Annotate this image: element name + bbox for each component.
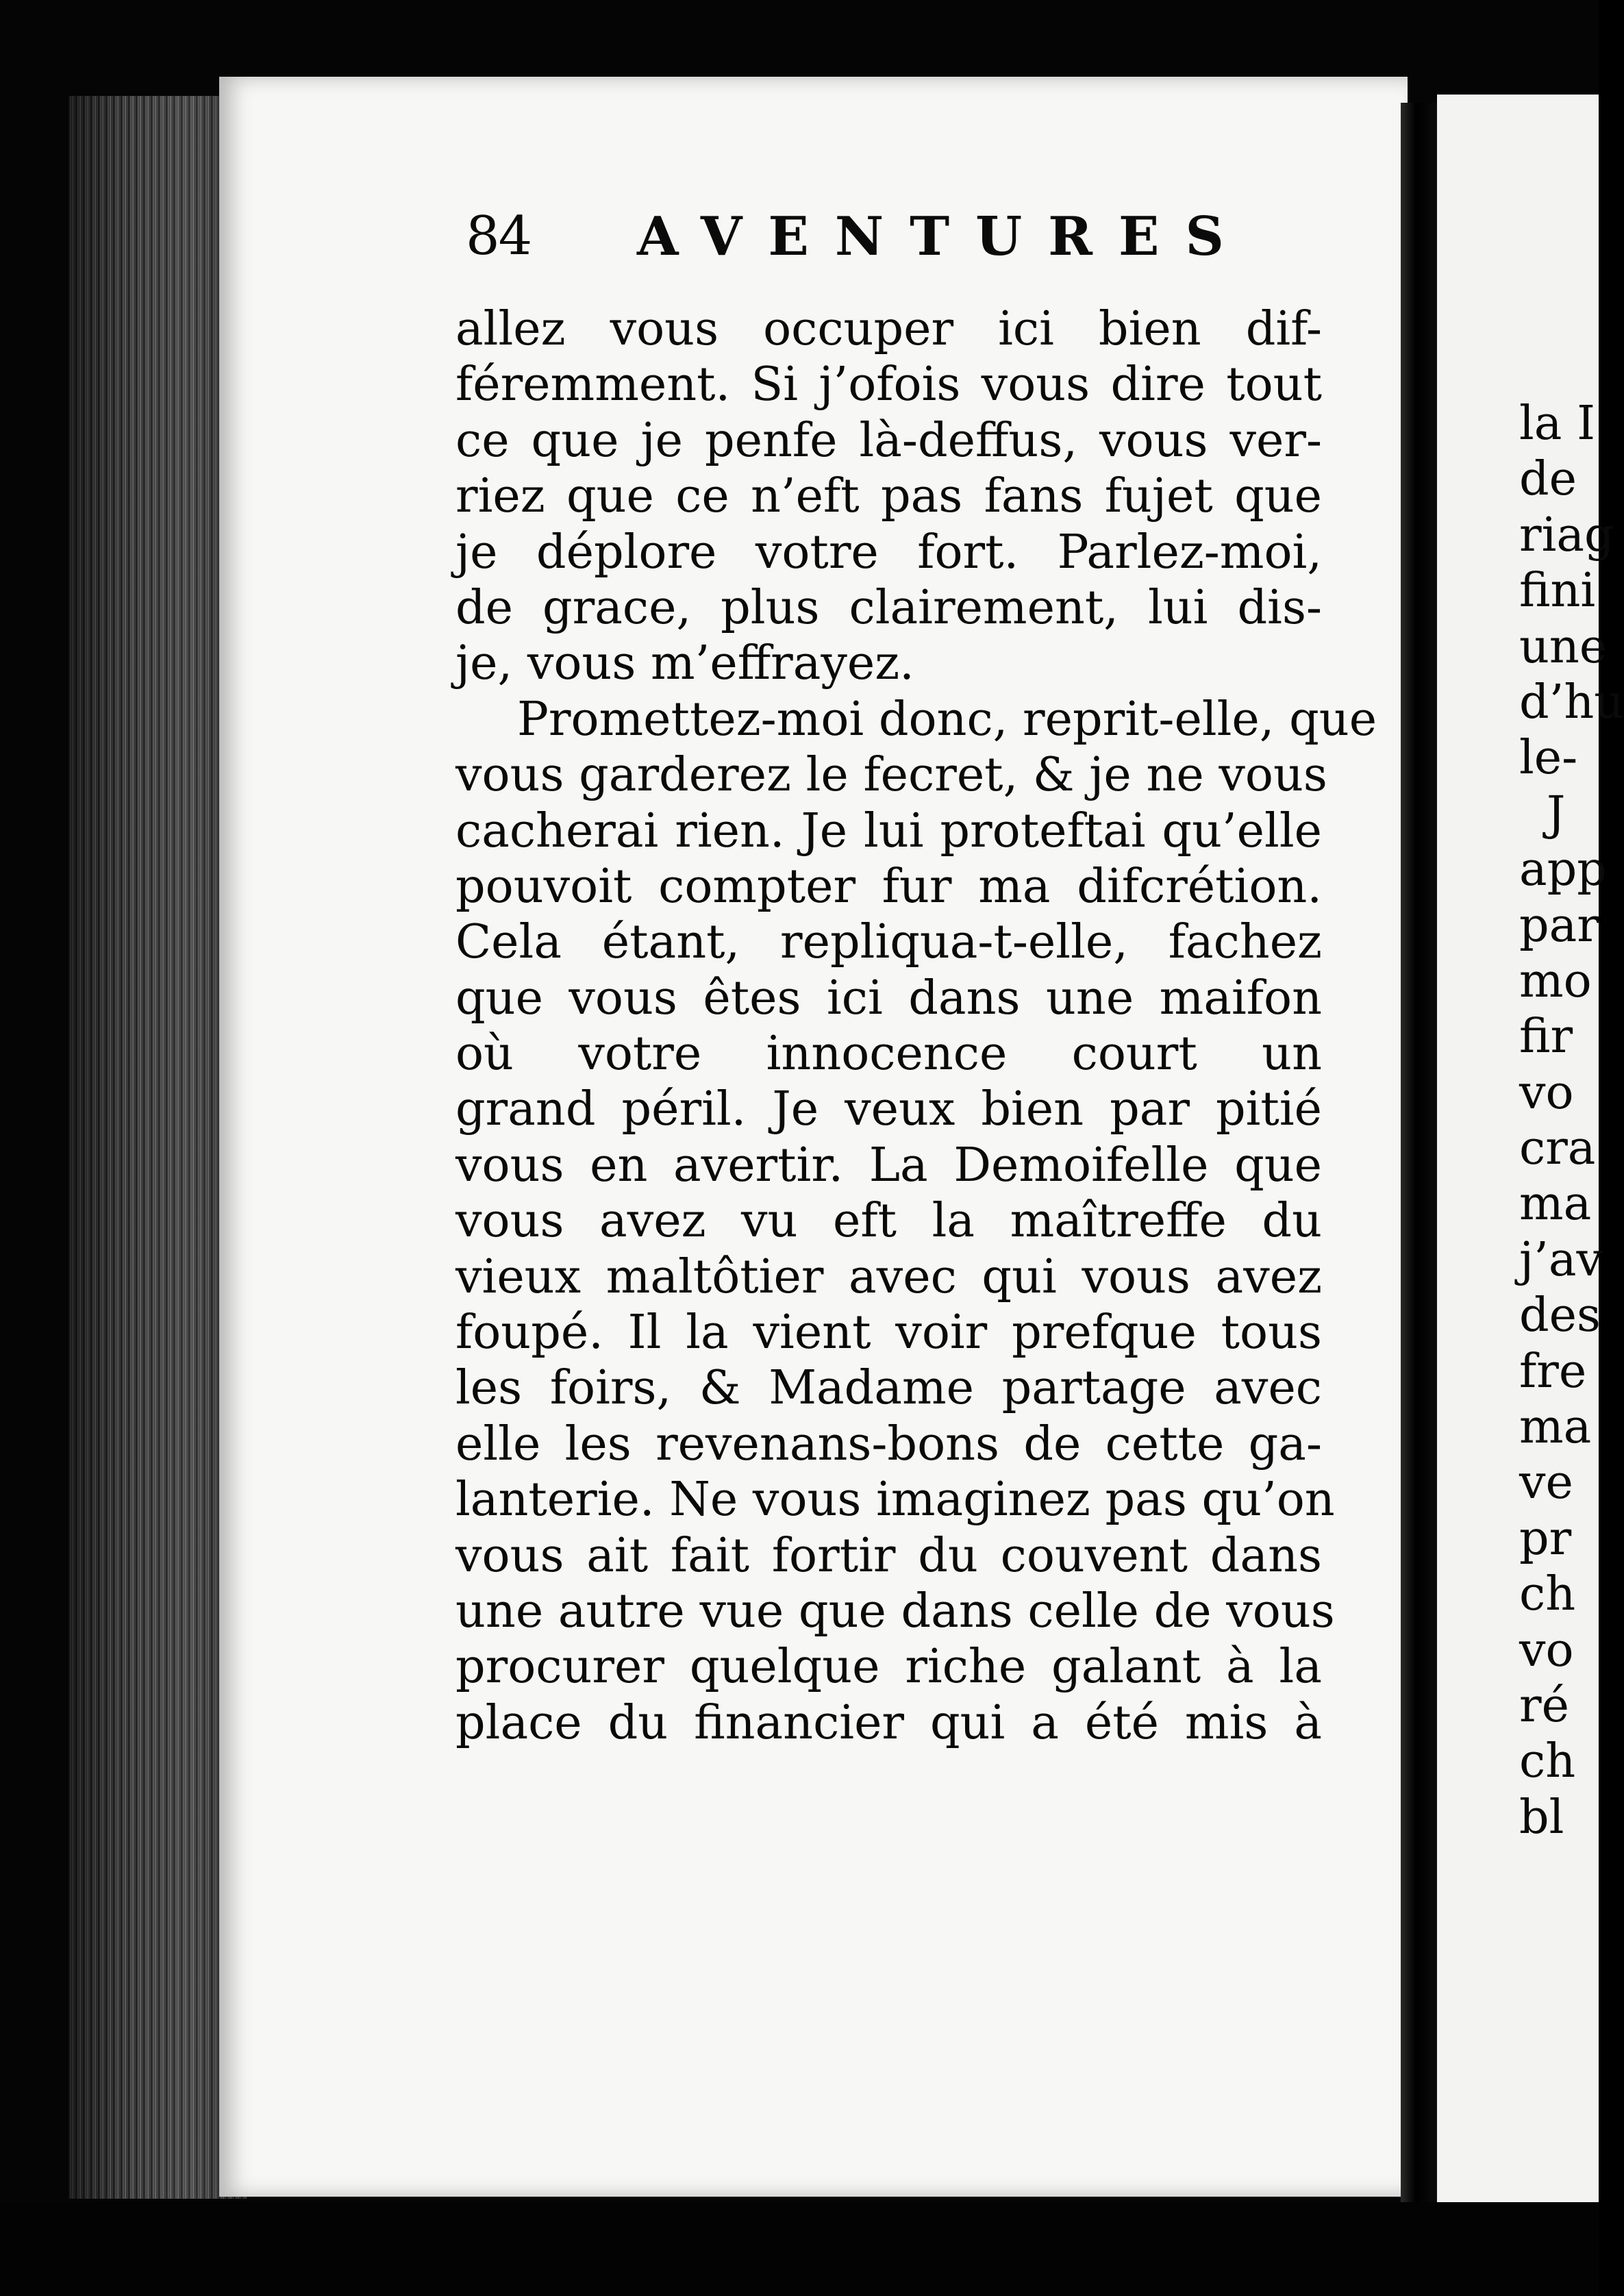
text-line: vous en avertir. La Demoifelle que <box>455 1138 1322 1193</box>
text-line: de grace, plus clairement, lui dis- <box>455 580 1322 635</box>
text-line: foupé. Il la vient voir prefque tous <box>455 1306 1322 1360</box>
text-fragment: vo <box>1519 1623 1574 1677</box>
text-line: féremment. Si j’ofois vous dire tout <box>455 358 1322 412</box>
text-line: grand péril. Je veux bien par pitié <box>455 1082 1322 1137</box>
text-line: riez que ce n’eft pas fans fujet que <box>455 469 1322 524</box>
text-line: cacherai rien. Je lui proteftai qu’elle <box>455 803 1322 858</box>
page-number: 84 <box>466 205 532 267</box>
text-line: place du financier qui a été mis à <box>455 1695 1322 1750</box>
text-line: vous avez vu eft la maîtreffe du <box>455 1194 1322 1249</box>
text-fragment: d’hu <box>1519 675 1624 729</box>
text-line: où votre innocence court un <box>455 1027 1322 1082</box>
book-gutter <box>1401 103 1438 2219</box>
running-head <box>466 205 1250 281</box>
text-line: Cela étant, repliqua-t-elle, fachez <box>455 915 1322 970</box>
text-line: je déplore votre fort. Parlez-moi, <box>455 525 1322 579</box>
text-line: les foirs, & Madame partage avec <box>455 1361 1322 1416</box>
text-fragment: j’av <box>1519 1232 1603 1287</box>
text-line: elle les revenans-bons de cette ga- <box>455 1417 1322 1471</box>
body-text <box>455 301 1377 1751</box>
text-line: allez vous occuper ici bien dif- <box>455 302 1322 356</box>
text-fragment: cra <box>1519 1121 1596 1176</box>
right-page-text <box>1519 396 1624 1845</box>
text-fragment: fini <box>1519 564 1596 619</box>
text-fragment: vo <box>1519 1065 1574 1120</box>
text-fragment: mo <box>1519 953 1592 1008</box>
text-fragment: ma <box>1519 1177 1592 1232</box>
text-line: vous ait fait fortir du couvent dans <box>455 1528 1322 1583</box>
text-fragment: fir <box>1519 1010 1573 1064</box>
text-fragment: bl <box>1519 1790 1564 1845</box>
text-fragment: J <box>1547 786 1566 841</box>
text-fragment: ve <box>1519 1456 1573 1510</box>
text-fragment: par <box>1519 898 1599 953</box>
text-line: pouvoit compter fur ma difcrétion. <box>455 859 1322 914</box>
text-fragment: la I <box>1519 397 1596 451</box>
text-line: vous garderez le fecret, & je ne vous <box>455 748 1327 803</box>
text-line: une autre vue que dans celle de vous <box>455 1584 1335 1638</box>
running-title: AVENTURES <box>637 205 1250 268</box>
text-fragment: ré <box>1519 1678 1569 1733</box>
text-fragment: pr <box>1519 1511 1572 1566</box>
right-page-edge <box>1437 95 1624 2208</box>
text-fragment: app <box>1519 843 1607 897</box>
text-fragment: de <box>1519 452 1577 507</box>
text-fragment: le- <box>1519 731 1578 786</box>
text-fragment: ma <box>1519 1400 1592 1455</box>
text-line: que vous êtes ici dans une maifon <box>455 971 1322 1025</box>
text-fragment: fre <box>1519 1344 1587 1399</box>
scan-bottom-border <box>0 2202 1599 2296</box>
text-fragment: une <box>1519 619 1608 674</box>
text-line: Promettez-moi donc, reprit-elle, que <box>517 692 1377 747</box>
text-line: lanterie. Ne vous imaginez pas qu’on <box>455 1473 1335 1527</box>
text-fragment: riag <box>1519 508 1614 562</box>
text-line: ce que je penfe là-deffus, vous ver- <box>455 413 1322 468</box>
text-line: vieux maltôtier avec qui vous avez <box>455 1249 1322 1304</box>
text-line: procurer quelque riche galant à la <box>455 1640 1322 1695</box>
text-fragment: ch <box>1519 1734 1576 1789</box>
text-fragment: ch <box>1519 1567 1576 1622</box>
text-line: je, vous m’effrayez. <box>455 636 914 691</box>
text-fragment: des <box>1519 1288 1601 1343</box>
